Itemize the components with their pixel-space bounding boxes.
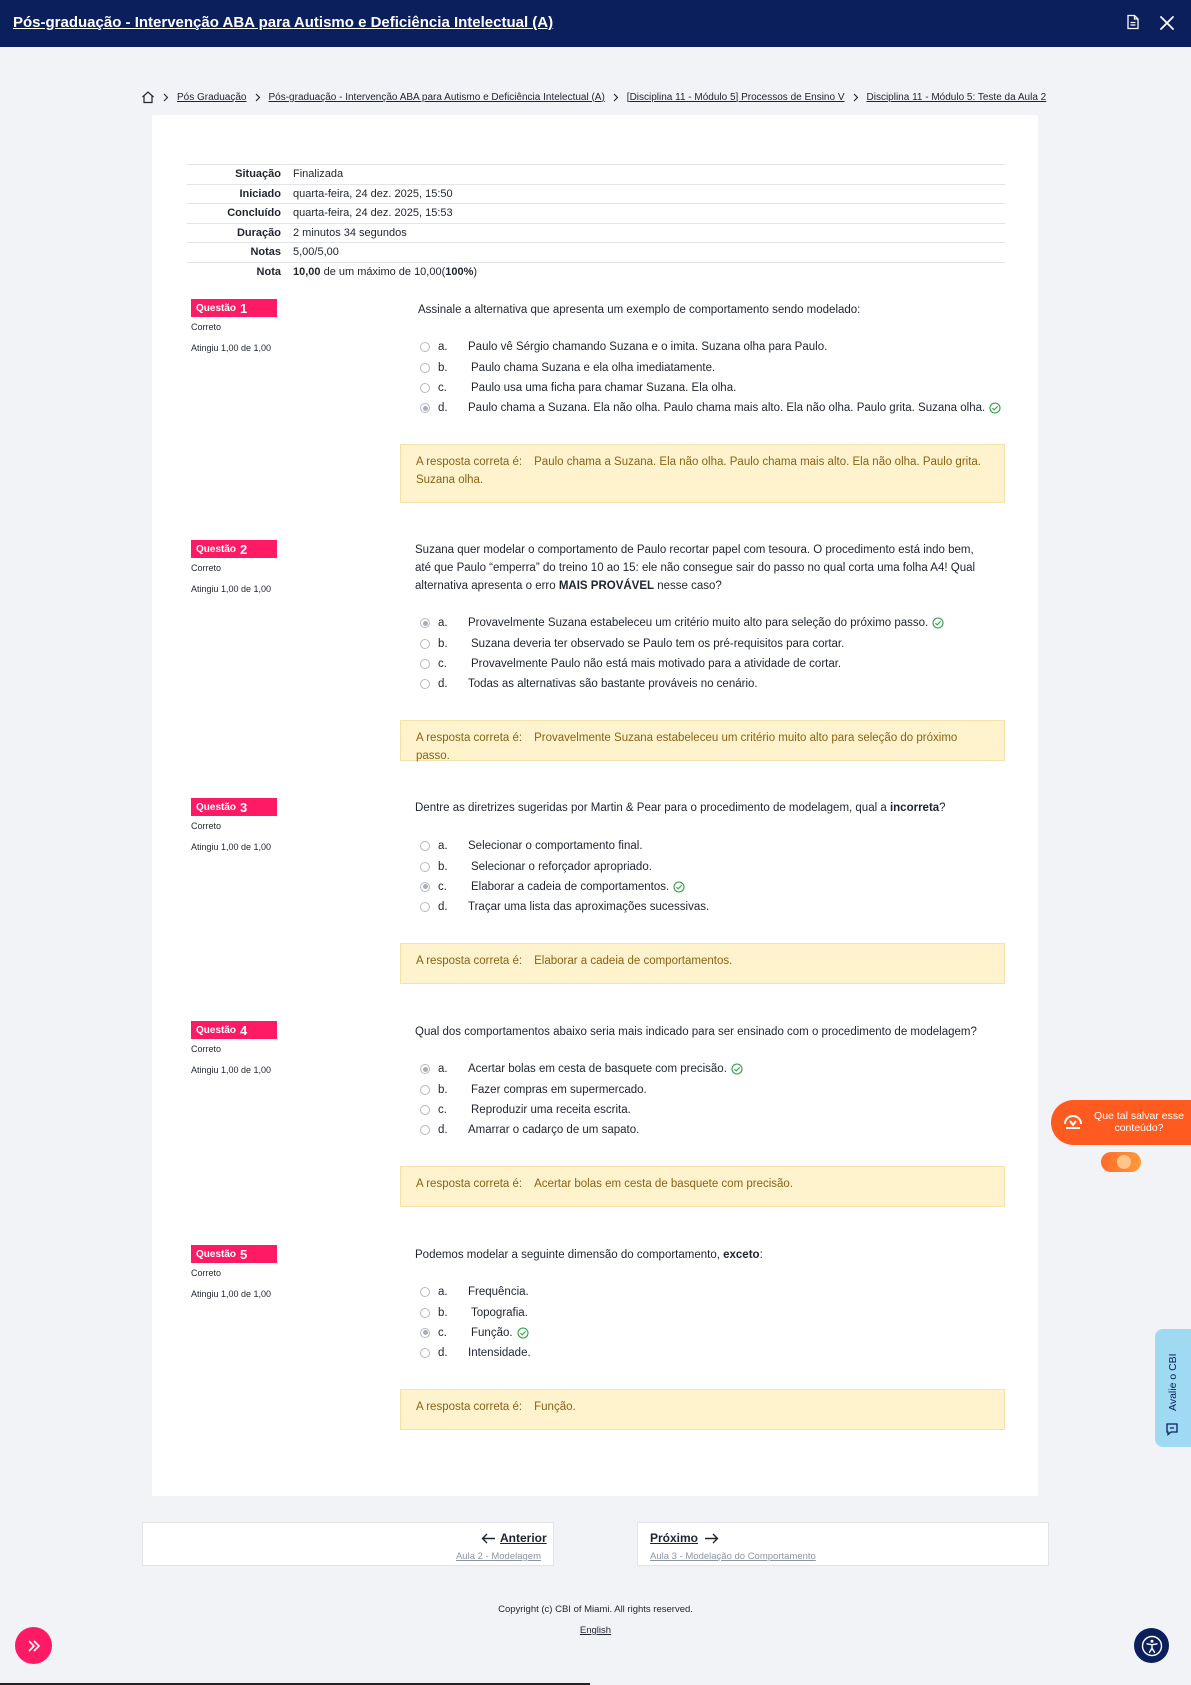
answer-text: Função. — [471, 1326, 513, 1339]
answer-letter: d. — [438, 678, 448, 691]
answer-letter: a. — [438, 1063, 448, 1076]
feedback-label: A resposta correta é: — [416, 955, 523, 967]
summary-row-completed — [187, 203, 1005, 223]
chevron-right-icon — [853, 93, 859, 102]
answer-option[interactable] — [420, 633, 1020, 653]
question-badge — [191, 1245, 277, 1263]
answer-text: Provavelmente Paulo não está mais motivado para a atividade de cortar. — [471, 657, 842, 670]
answer-text: Selecionar o comportamento final. — [468, 840, 643, 853]
summary-value: 2 minutos 34 segundos — [293, 226, 407, 239]
answer-radio[interactable] — [420, 1348, 430, 1358]
answer-radio[interactable] — [420, 363, 430, 373]
summary-value — [293, 266, 477, 278]
question-text-part: nesse caso? — [654, 580, 722, 592]
answer-letter: c. — [438, 880, 447, 893]
answer-option[interactable] — [420, 674, 1020, 694]
question-text: Qual dos comportamentos abaixo seria mais indicado para ser ensinado com o procedimento de modelagem? — [415, 1026, 977, 1038]
answer-letter: a. — [438, 840, 448, 853]
chevron-right-icon — [163, 93, 169, 102]
answer-text: Acertar bolas em cesta de basquete com precisão. — [468, 1063, 727, 1076]
arrow-left-icon — [481, 1533, 496, 1544]
answer-radio[interactable] — [420, 1105, 430, 1115]
summary-label: Duração — [236, 226, 281, 239]
answer-radio[interactable] — [420, 1287, 430, 1297]
question-info — [191, 798, 361, 852]
answer-list — [420, 337, 1020, 419]
previous-lesson-nav[interactable] — [142, 1522, 554, 1566]
summary-row-duration — [187, 223, 1005, 243]
question-grade: Atingiu 1,00 de 1,00 — [191, 1289, 272, 1299]
answer-radio-selected[interactable] — [420, 403, 430, 413]
feedback-text: Paulo chama a Suzana. Ela não olha. Paulo chama mais alto. Ela não olha. Paulo grita. Suzana olha. — [416, 456, 981, 486]
answer-list — [420, 613, 1020, 695]
answer-option[interactable] — [420, 856, 1020, 876]
answer-option[interactable] — [420, 1282, 1020, 1302]
answer-letter: a. — [438, 1286, 448, 1299]
question-info — [191, 540, 361, 594]
answer-option[interactable] — [420, 1100, 1020, 1120]
answer-radio[interactable] — [420, 1125, 430, 1135]
summary-row-started — [187, 184, 1005, 204]
answer-option[interactable] — [420, 897, 1020, 917]
answer-option[interactable] — [420, 357, 1020, 377]
question-badge-label: Questão — [196, 1248, 237, 1260]
next-lesson-name[interactable]: Aula 3 - Modelação do Comportamento — [650, 1551, 816, 1562]
answer-text: Paulo usa uma ficha para chamar Suzana. Ela olha. — [471, 381, 737, 394]
correct-answer-feedback — [400, 943, 1005, 984]
question-text — [415, 799, 985, 817]
question-badge-label: Questão — [196, 543, 237, 555]
question-number: 3 — [240, 799, 248, 815]
answer-radio-selected[interactable] — [420, 1328, 430, 1338]
language-link[interactable]: English — [579, 1625, 612, 1636]
copyright-text: Copyright (c) CBI of Miami. All rights reserved. — [498, 1604, 693, 1615]
grade-percent: 100% — [445, 265, 474, 278]
answer-text: Paulo chama a Suzana. Ela não olha. Paulo chama mais alto. Ela não olha. Paulo grita. Suzana olha. — [468, 402, 986, 415]
answer-letter: d. — [438, 1124, 448, 1137]
question-grade: Atingiu 1,00 de 1,00 — [191, 343, 272, 353]
grade-max-text: de um máximo de 10,00( — [320, 265, 446, 278]
answer-list — [420, 836, 1020, 918]
question-badge — [191, 1021, 277, 1039]
feedback-text: Elaborar a cadeia de comportamentos. — [534, 955, 733, 967]
question-number: 5 — [240, 1246, 248, 1262]
answer-radio[interactable] — [420, 1085, 430, 1095]
answer-letter: c. — [438, 1326, 447, 1339]
answer-list — [420, 1282, 1020, 1364]
question-number: 4 — [240, 1022, 248, 1038]
summary-row-status — [187, 164, 1005, 184]
answer-letter: b. — [438, 1306, 448, 1319]
summary-value: quarta-feira, 24 dez. 2025, 15:50 — [293, 187, 453, 200]
answer-option-selected[interactable] — [420, 877, 1020, 897]
breadcrumb-item-test[interactable]: Disciplina 11 - Módulo 5: Teste da Aula 2 — [866, 91, 1047, 103]
check-circle-icon — [673, 881, 685, 893]
save-content-widget[interactable] — [1051, 1100, 1191, 1145]
summary-label: Iniciado — [239, 187, 281, 200]
question-text-part: Dentre as diretrizes sugeridas por Martin & Pear para o procedimento de modelagem, qual a — [415, 802, 890, 814]
next-lesson-nav[interactable] — [637, 1522, 1049, 1566]
breadcrumb-item-course[interactable]: Pós-graduação - Intervenção ABA para Autismo e Deficiência Intelectual (A) — [268, 91, 605, 103]
arrow-right-icon — [704, 1533, 719, 1544]
summary-label: Notas — [250, 246, 281, 259]
answer-radio[interactable] — [420, 862, 430, 872]
answer-text: Fazer compras em supermercado. — [471, 1083, 647, 1096]
question-text-emphasis: incorreta — [889, 802, 940, 814]
answer-text: Elaborar a cadeia de comportamentos. — [471, 880, 670, 893]
answer-radio[interactable] — [420, 902, 430, 912]
question-state: Correto — [191, 322, 222, 332]
answer-radio[interactable] — [420, 342, 430, 352]
bookmark-cloud-icon — [1062, 1113, 1084, 1138]
answer-option-selected[interactable] — [420, 1323, 1020, 1343]
answer-letter: a. — [438, 617, 448, 630]
question-number: 2 — [240, 541, 248, 557]
question-text-part: ? — [939, 802, 946, 814]
answer-radio-selected[interactable] — [420, 618, 430, 628]
previous-label: Anterior — [500, 1531, 547, 1545]
feedback-text: Acertar bolas em cesta de basquete com precisão. — [534, 1178, 794, 1190]
question-text-part: Podemos modelar a seguinte dimensão do comportamento, — [415, 1249, 724, 1261]
next-label: Próximo — [650, 1531, 699, 1545]
answer-text: Paulo chama Suzana e ela olha imediatamente. — [471, 361, 716, 374]
feedback-label: A resposta correta é: — [416, 1401, 523, 1413]
answer-text: Intensidade. — [468, 1347, 531, 1360]
answer-radio[interactable] — [420, 841, 430, 851]
question-info — [191, 299, 361, 353]
document-icon[interactable] — [1125, 14, 1143, 32]
answer-text: Amarrar o cadarço de um sapato. — [468, 1124, 640, 1137]
previous-lesson-name[interactable]: Aula 2 - Modelagem — [455, 1551, 541, 1562]
breadcrumb — [141, 88, 1046, 106]
breadcrumb-item-module[interactable]: [Disciplina 11 - Módulo 5] Processos de Ensino V — [626, 91, 845, 103]
question-info — [191, 1245, 361, 1299]
question-badge-label: Questão — [196, 1024, 237, 1036]
answer-text: Paulo vê Sérgio chamando Suzana e o imita. Suzana olha para Paulo. — [468, 341, 828, 354]
question-badge — [191, 540, 277, 558]
question-badge — [191, 299, 277, 317]
answer-text: Reproduzir uma receita escrita. — [471, 1103, 631, 1116]
question-text-part: : — [759, 1249, 763, 1261]
answer-option-selected[interactable] — [420, 398, 1020, 418]
answer-option[interactable] — [420, 378, 1020, 398]
check-circle-icon — [989, 402, 1001, 414]
question-badge — [191, 798, 277, 816]
previous-link[interactable] — [481, 1531, 547, 1545]
answer-option-selected[interactable] — [420, 1059, 1020, 1079]
answer-option[interactable] — [420, 1079, 1020, 1099]
question-state: Correto — [191, 1268, 222, 1278]
answer-text: Topografia. — [471, 1306, 528, 1319]
answer-letter: b. — [438, 361, 448, 374]
question-state: Correto — [191, 563, 222, 573]
summary-value: 5,00/5,00 — [293, 246, 339, 259]
feedback-label: A resposta correta é: — [416, 1178, 523, 1190]
answer-option[interactable] — [420, 654, 1020, 674]
answer-letter: b. — [438, 860, 448, 873]
question-number: 1 — [240, 300, 248, 316]
answer-letter: c. — [438, 381, 447, 394]
answer-text: Traçar uma lista das aproximações sucessivas. — [468, 901, 710, 914]
answer-radio[interactable] — [420, 659, 430, 669]
answer-radio-selected[interactable] — [420, 1064, 430, 1074]
answer-radio[interactable] — [420, 639, 430, 649]
correct-answer-feedback — [400, 444, 1005, 503]
answer-option[interactable] — [420, 836, 1020, 856]
answer-option[interactable] — [420, 1343, 1020, 1363]
answer-letter: a. — [438, 341, 448, 354]
question-badge-label: Questão — [196, 302, 237, 314]
answer-text: Todas as alternativas são bastante prováveis no cenário. — [468, 678, 758, 691]
answer-list — [420, 1059, 1020, 1141]
question-text — [415, 1246, 985, 1264]
answer-letter: c. — [438, 657, 447, 670]
correct-answer-feedback — [400, 1389, 1005, 1430]
feedback-icon — [1165, 1422, 1179, 1441]
answer-letter: d. — [438, 1347, 448, 1360]
summary-label: Nota — [256, 265, 281, 278]
answer-radio[interactable] — [420, 383, 430, 393]
accessibility-button[interactable] — [1134, 1628, 1169, 1663]
answer-letter: d. — [438, 402, 448, 415]
double-chevron-right-icon — [26, 1639, 42, 1653]
accessibility-icon — [1141, 1635, 1163, 1657]
check-circle-icon — [932, 617, 944, 629]
attempt-summary-table — [187, 164, 1005, 281]
answer-radio[interactable] — [420, 679, 430, 689]
feedback-text: Provavelmente Suzana estabeleceu um critério muito alto para seleção do próximo passo. — [416, 732, 958, 762]
question-text — [415, 541, 985, 595]
chevron-right-icon — [613, 93, 619, 102]
home-icon[interactable] — [141, 90, 155, 104]
question-badge-label: Questão — [196, 801, 237, 813]
close-icon[interactable] — [1157, 13, 1177, 33]
rate-cbi-tab[interactable] — [1155, 1329, 1191, 1447]
answer-option[interactable] — [420, 337, 1020, 357]
summary-row-marks — [187, 242, 1005, 262]
summary-label: Situação — [235, 168, 281, 181]
top-bar — [0, 0, 1191, 47]
answer-option[interactable] — [420, 1302, 1020, 1322]
answer-option-selected[interactable] — [420, 613, 1020, 633]
save-content-text: Que tal salvar esse conteúdo? — [1094, 1110, 1184, 1134]
summary-label: Concluído — [227, 207, 281, 220]
question-grade: Atingiu 1,00 de 1,00 — [191, 584, 272, 594]
question-state: Correto — [191, 1044, 222, 1054]
question-state: Correto — [191, 821, 222, 831]
grade-value: 10,00 — [293, 265, 321, 278]
expand-drawer-button[interactable] — [15, 1627, 52, 1664]
question-grade: Atingiu 1,00 de 1,00 — [191, 842, 272, 852]
question-text: Assinale a alternativa que apresenta um exemplo de comportamento sendo modelado: — [418, 304, 861, 316]
answer-option[interactable] — [420, 1120, 1020, 1140]
answer-text: Provavelmente Suzana estabeleceu um critério muito alto para seleção do próximo passo. — [468, 617, 929, 630]
answer-text: Suzana deveria ter observado se Paulo tem os pré-requisitos para cortar. — [471, 637, 845, 650]
question-grade: Atingiu 1,00 de 1,00 — [191, 1065, 272, 1075]
course-title-link[interactable]: Pós-graduação - Intervenção ABA para Autismo e Deficiência Intelectual (A) — [13, 14, 554, 31]
feedback-label: A resposta correta é: — [416, 732, 523, 744]
breadcrumb-item-pos-graduacao[interactable]: Pós Graduação — [177, 91, 247, 103]
feedback-label: A resposta correta é: — [416, 456, 523, 468]
rate-cbi-text: Avalie o CBI — [1167, 1353, 1179, 1411]
check-circle-icon — [731, 1063, 743, 1075]
question-info — [191, 1021, 361, 1075]
answer-text: Frequência. — [468, 1286, 529, 1299]
summary-value: Finalizada — [293, 168, 344, 181]
feedback-text: Função. — [534, 1401, 576, 1413]
answer-radio[interactable] — [420, 1308, 430, 1318]
chevron-right-icon — [255, 93, 261, 102]
answer-text: Selecionar o reforçador apropriado. — [471, 860, 652, 873]
answer-letter: b. — [438, 637, 448, 650]
answer-letter: d. — [438, 901, 448, 914]
question-text-emphasis: exceto — [723, 1249, 760, 1261]
next-link[interactable] — [650, 1531, 719, 1545]
save-widget-toggle[interactable] — [1101, 1152, 1141, 1172]
correct-answer-feedback — [400, 1166, 1005, 1207]
correct-answer-feedback — [400, 720, 1005, 761]
question-text-emphasis: MAIS PROVÁVEL — [558, 580, 655, 592]
question-text-part: Suzana quer modelar o comportamento de Paulo recortar papel com tesoura. O procedimento está indo bem, até que Paulo “emperra” do treino 10 ao 15: ele não consegue sair do passo no qual corta uma folha A4! Qual alternativa apresenta o erro — [415, 544, 976, 592]
answer-letter: c. — [438, 1103, 447, 1116]
grade-close-paren: ) — [473, 265, 478, 278]
summary-value: quarta-feira, 24 dez. 2025, 15:53 — [293, 207, 453, 220]
answer-letter: b. — [438, 1083, 448, 1096]
summary-row-grade — [187, 262, 1005, 282]
check-circle-icon — [517, 1327, 529, 1339]
answer-radio-selected[interactable] — [420, 882, 430, 892]
